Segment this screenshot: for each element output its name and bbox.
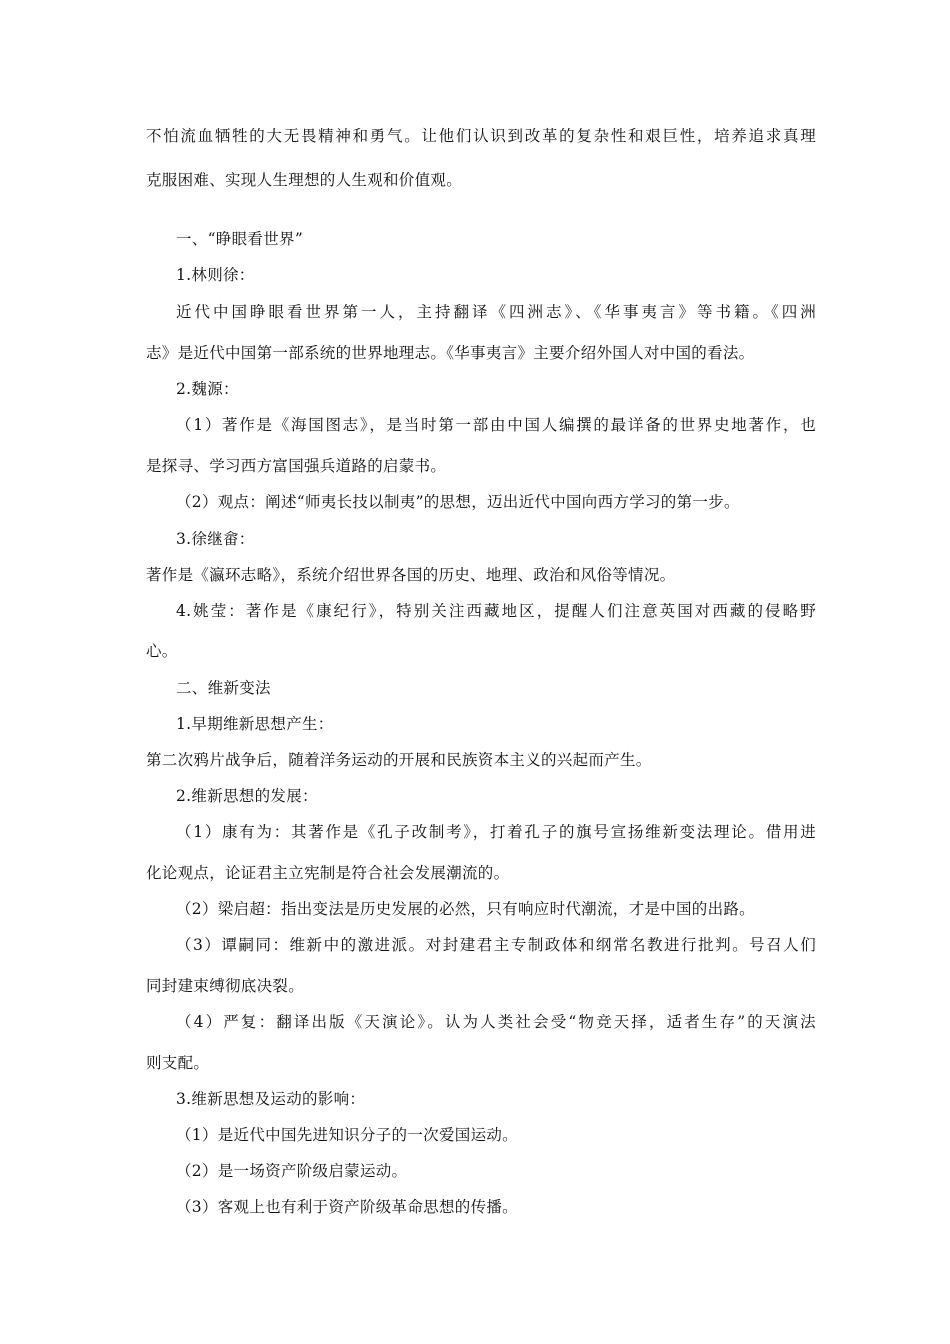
paragraph-line: 化论观点，论证君主立宪制是符合社会发展潮流的。 [146, 864, 510, 882]
paragraph-line: （1）著作是《海国图志》，是当时第一部由中国人编撰的最详备的世界史地著作，也 [176, 416, 816, 434]
paragraph-line: （3）谭嗣同：维新中的激进派。对封建君主专制政体和纲常名教进行批判。号召人们 [176, 936, 816, 954]
paragraph-line: （2）梁启超：指出变法是历史发展的必然，只有响应时代潮流，才是中国的出路。 [176, 900, 755, 918]
paragraph-line: （2）是一场资产阶级启蒙运动。 [176, 1162, 408, 1180]
paragraph-line: （3）客观上也有利于资产阶级革命思想的传播。 [176, 1198, 518, 1216]
paragraph-line: 克服困难、实现人生理想的人生观和价值观。 [146, 171, 463, 189]
subheading: 3.徐继畲： [176, 530, 255, 548]
paragraph-line: 著作是《瀛环志略》，系统介绍世界各国的历史、地理、政治和风俗等情况。 [146, 566, 676, 584]
section-heading: 一、“睁眼看世界” [176, 230, 304, 248]
subheading: 2.魏源： [176, 380, 239, 398]
section-heading: 二、维新变法 [176, 679, 271, 697]
paragraph-line: 心。 [146, 642, 178, 660]
paragraph-line: 则支配。 [146, 1054, 210, 1072]
subheading: 1.早期维新思想产生： [176, 715, 334, 733]
paragraph-line: （4）严复：翻译出版《天演论》。认为人类社会受“物竞天择，适者生存”的天演法 [176, 1013, 816, 1031]
paragraph-line: 志》是近代中国第一部系统的世界地理志。《华事夷言》主要介绍外国人对中国的看法。 [146, 344, 755, 362]
paragraph-line: 第二次鸦片战争后，随着洋务运动的开展和民族资本主义的兴起而产生。 [146, 751, 652, 769]
subheading: 1.林则徐： [176, 266, 255, 284]
paragraph-line: 不怕流血牺牲的大无畏精神和勇气。让他们认识到改革的复杂性和艰巨性，培养追求真理 [146, 127, 816, 145]
paragraph-line: 近代中国睁眼看世界第一人，主持翻译《四洲志》、《华事夷言》等书籍。《四洲 [176, 303, 816, 321]
subheading: 3.维新思想及运动的影响： [176, 1090, 366, 1108]
subheading: 2.维新思想的发展： [176, 787, 318, 805]
paragraph-line: 是探寻、学习西方富国强兵道路的启蒙书。 [146, 457, 447, 475]
paragraph-line: （1）康有为：其著作是《孔子改制考》，打着孔子的旗号宣扬维新变法理论。借用进 [176, 823, 816, 841]
paragraph-line: 4.姚莹：著作是《康纪行》，特别关注西藏地区，提醒人们注意英国对西藏的侵略野 [176, 602, 816, 620]
paragraph-line: 同封建束缚彻底决裂。 [146, 977, 305, 995]
paragraph-line: （1）是近代中国先进知识分子的一次爱国运动。 [176, 1126, 518, 1144]
paragraph-line: （2）观点：阐述“师夷长技以制夷”的思想，迈出近代中国向西方学习的第一步。 [176, 493, 740, 511]
